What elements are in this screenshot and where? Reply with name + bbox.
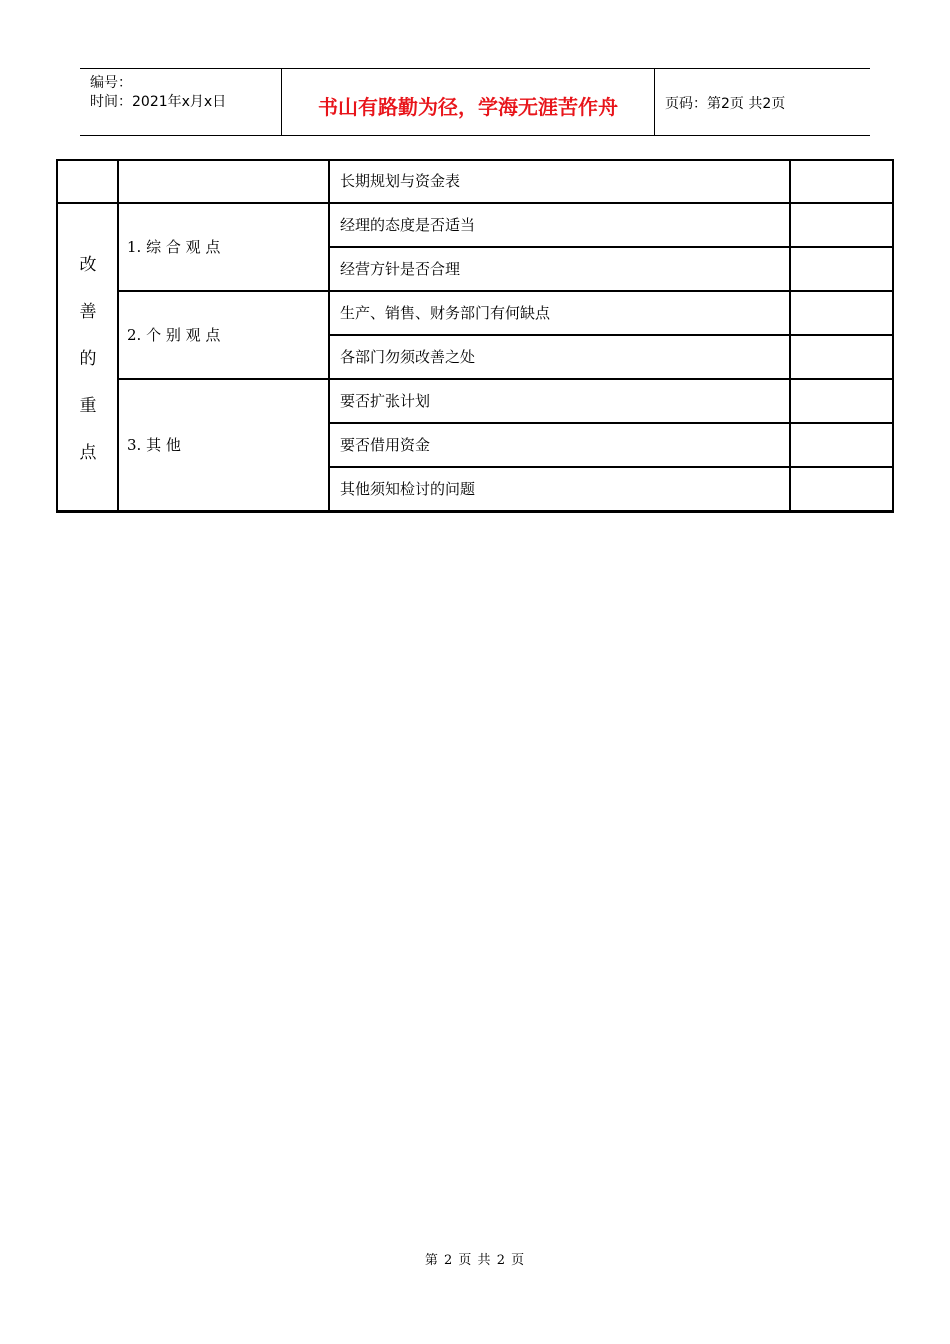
side-label-char: 改 bbox=[79, 255, 97, 275]
table-row-rule bbox=[56, 202, 894, 204]
table-col-divider-1 bbox=[117, 159, 119, 511]
table-cell-item: 要否扩张计划 bbox=[340, 392, 431, 410]
side-label-char: 善 bbox=[79, 302, 97, 322]
item-rule bbox=[328, 422, 894, 424]
document-number-label: 编号： bbox=[90, 75, 132, 91]
page-footer: 第 2 页 共 2 页 bbox=[424, 1253, 526, 1268]
table-col-divider-2 bbox=[328, 159, 330, 513]
group-rule bbox=[117, 290, 894, 292]
item-rule bbox=[328, 334, 894, 336]
table-cell-item: 生产、销售、财务部门有何缺点 bbox=[340, 304, 551, 322]
table-border-bottom bbox=[56, 510, 894, 513]
table-cell-item: 各部门勿须改善之处 bbox=[340, 348, 476, 366]
improvement-table bbox=[0, 0, 950, 520]
table-cell-item: 经营方针是否合理 bbox=[340, 260, 461, 278]
group-label: 2. 个 别 观 点 bbox=[127, 326, 221, 344]
side-label-char: 重 bbox=[79, 396, 97, 416]
table-cell-item: 经理的态度是否适当 bbox=[340, 216, 476, 234]
table-cell-item: 要否借用资金 bbox=[340, 436, 431, 454]
table-border-left bbox=[56, 159, 58, 513]
side-label-char: 点 bbox=[79, 443, 97, 463]
header-motto: 书山有路勤为径，学海无涯苦作舟 bbox=[318, 95, 618, 119]
item-rule bbox=[328, 246, 894, 248]
document-date-label: 时间：2021年x月x日 bbox=[90, 94, 227, 110]
group-rule bbox=[117, 378, 894, 380]
table-col-divider-3 bbox=[789, 159, 791, 513]
item-rule bbox=[328, 466, 894, 468]
group-label: 1. 综 合 观 点 bbox=[127, 238, 221, 256]
table-border-top bbox=[56, 159, 894, 161]
side-label-char: 的 bbox=[79, 349, 97, 369]
group-label: 3. 其 他 bbox=[127, 436, 181, 454]
header-page-info: 页码：第2页 共2页 bbox=[665, 96, 786, 112]
table-cell-item: 其他须知检讨的问题 bbox=[340, 480, 476, 498]
table-border-right bbox=[892, 159, 894, 513]
table-cell-item: 长期规划与资金表 bbox=[340, 172, 461, 190]
